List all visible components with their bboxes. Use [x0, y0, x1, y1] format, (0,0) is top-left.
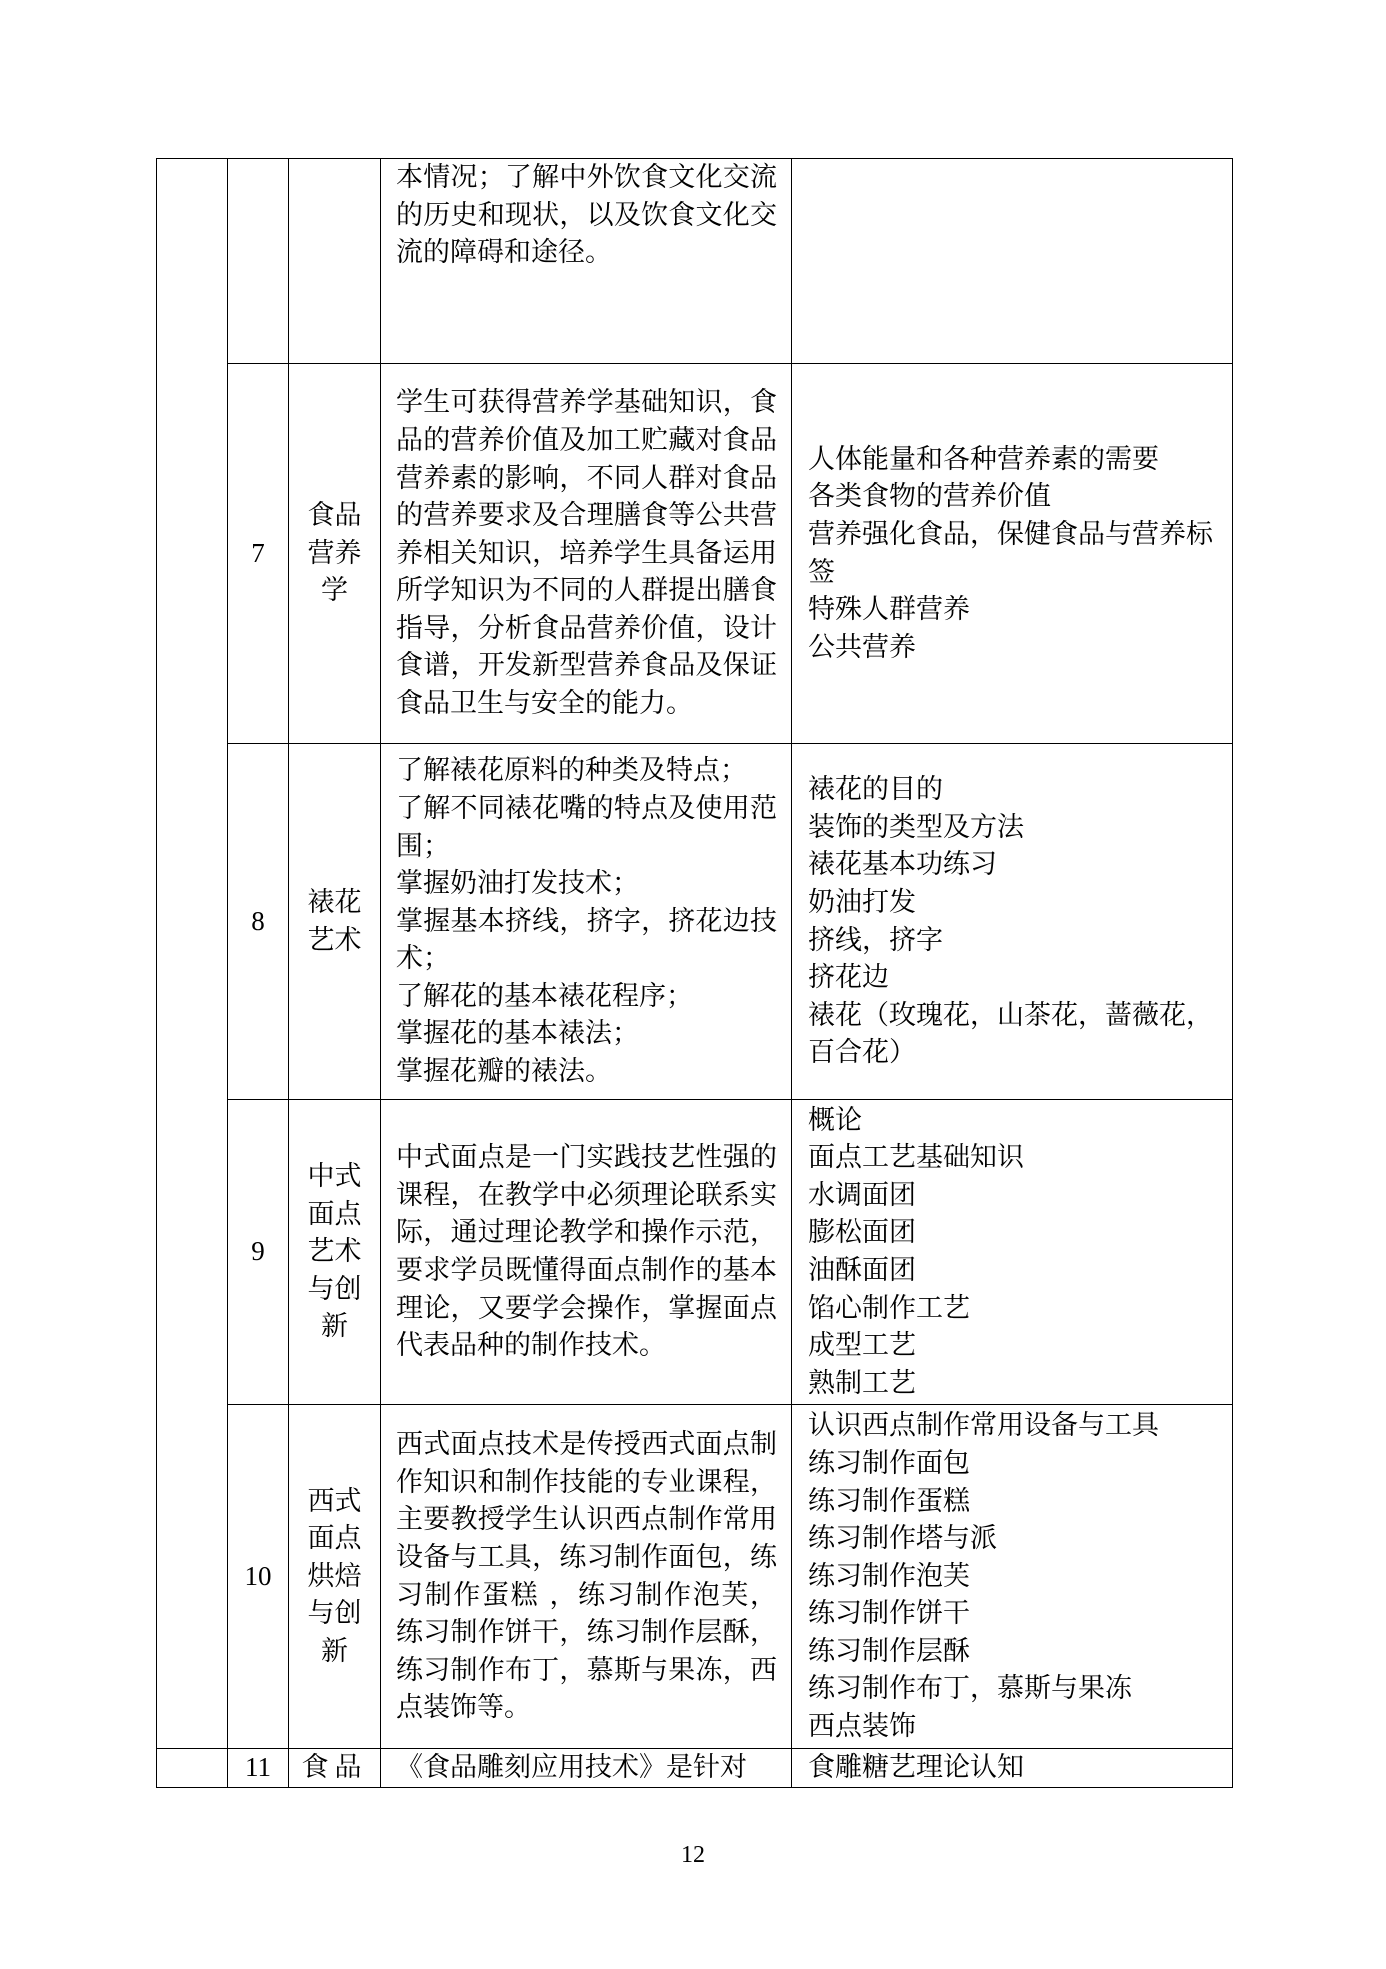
objective-item: 掌握奶油打发技术；: [396, 868, 639, 900]
course-number: [228, 159, 289, 364]
content-item: 馅心制作工艺: [808, 1292, 970, 1324]
content-item: 裱花的目的: [808, 774, 943, 806]
course-description: 学生可获得营养学基础知识，食品的营养价值及加工贮藏对食品营养素的影响，不同人群对食品的营养要求及合理膳食等公共营养相关知识，培养学生具备运用所学知识为不同的人群提出膳食指导，分析食品营养价值，设计食谱，开发新型营养食品及保证食品卫生与安全的能力。: [381, 364, 792, 744]
content-item: 装饰的类型及方法: [808, 811, 1024, 843]
course-description: [381, 744, 792, 1100]
course-name: [289, 159, 381, 364]
content-item: 奶油打发: [808, 886, 916, 918]
content-item: 练习制作饼干: [808, 1598, 970, 1630]
course-number: 11: [228, 1749, 289, 1788]
course-content: [792, 1405, 1233, 1749]
course-name: 食品: [289, 1749, 381, 1788]
course-number: 7: [228, 364, 289, 744]
content-item: 练习制作塔与派: [808, 1523, 997, 1555]
objective-item: 了解花的基本裱花程序；: [396, 980, 693, 1012]
content-item: 营养强化食品，保健食品与营养标签: [808, 518, 1213, 588]
content-item: 练习制作泡芙: [808, 1560, 970, 1592]
course-content: [792, 1100, 1233, 1405]
content-item: 公共营养: [808, 631, 916, 663]
course-name: 中式面点艺术与创新: [289, 1100, 381, 1405]
objective-item: 掌握花瓣的裱法。: [396, 1056, 612, 1088]
content-item: 练习制作层酥: [808, 1635, 970, 1667]
content-item: 成型工艺: [808, 1330, 916, 1362]
content-item: 裱花（玫瑰花，山茶花，蔷薇花，百合花）: [808, 999, 1213, 1069]
content-item: 熟制工艺: [808, 1367, 916, 1399]
content-item: 膨松面团: [808, 1217, 916, 1249]
course-name: 西式面点烘焙与创新: [289, 1405, 381, 1749]
course-description: 《食品雕刻应用技术》是针对: [381, 1749, 792, 1788]
course-content: [792, 159, 1233, 364]
table-row: [157, 364, 1233, 744]
course-name: 食品营养学: [289, 364, 381, 744]
content-item: 特殊人群营养: [808, 594, 970, 626]
page-number: 12: [681, 1842, 705, 1868]
content-item: 认识西点制作常用设备与工具: [808, 1410, 1159, 1442]
objective-item: 掌握花的基本裱法；: [396, 1018, 639, 1050]
course-description: 西式面点技术是传授西式面点制作知识和制作技能的专业课程，主要教授学生认识西点制作常用设备与工具，练习制作面包，练习制作蛋糕 ，练习制作泡芙，练习制作饼干，练习制作层酥，练习制作布丁，慕斯与果冻，西点装饰等。: [381, 1405, 792, 1749]
table-row: [157, 1100, 1233, 1405]
category-cell: [157, 1749, 228, 1788]
course-content: [792, 744, 1233, 1100]
table-row: [157, 744, 1233, 1100]
table-row: [157, 1749, 1233, 1788]
course-description: 本情况；了解中外饮食文化交流的历史和现状，以及饮食文化交流的障碍和途径。: [381, 159, 792, 364]
course-number: 9: [228, 1100, 289, 1405]
content-item: 油酥面团: [808, 1255, 916, 1286]
content-item: 人体能量和各种营养素的需要: [808, 443, 1159, 475]
content-item: 挤线，挤字: [808, 924, 943, 956]
objective-item: 了解裱花原料的种类及特点；: [396, 755, 747, 787]
course-table: [156, 158, 1233, 1788]
content-item: 概论: [808, 1104, 862, 1136]
course-content: [792, 1749, 1233, 1788]
course-name: 裱花艺术: [289, 744, 381, 1100]
content-item: 挤花边: [808, 962, 889, 994]
content-item: 食雕糖艺理论认知: [808, 1752, 1024, 1784]
content-item: 裱花基本功练习: [808, 849, 997, 881]
course-content: [792, 364, 1233, 744]
content-item: 练习制作蛋糕: [808, 1485, 970, 1517]
course-description: 中式面点是一门实践技艺性强的课程，在教学中必须理论联系实际，通过理论教学和操作示范，要求学员既懂得面点制作的基本理论，又要学会操作，掌握面点代表品种的制作技术。: [381, 1100, 792, 1405]
category-cell: [157, 159, 228, 1749]
content-item: 练习制作布丁，慕斯与果冻: [808, 1673, 1132, 1705]
content-item: 练习制作面包: [808, 1447, 970, 1479]
table-row: [157, 159, 1233, 364]
objective-item: 了解不同裱花嘴的特点及使用范围；: [396, 792, 777, 862]
course-number: 10: [228, 1405, 289, 1749]
objective-item: 掌握基本挤线，挤字，挤花边技术；: [396, 905, 777, 975]
content-item: 水调面团: [808, 1179, 916, 1211]
content-item: 面点工艺基础知识: [808, 1142, 1024, 1174]
content-item: 西点装饰: [808, 1711, 916, 1743]
table-row: [157, 1405, 1233, 1749]
course-number: 8: [228, 744, 289, 1100]
content-item: 各类食物的营养价值: [808, 481, 1051, 513]
